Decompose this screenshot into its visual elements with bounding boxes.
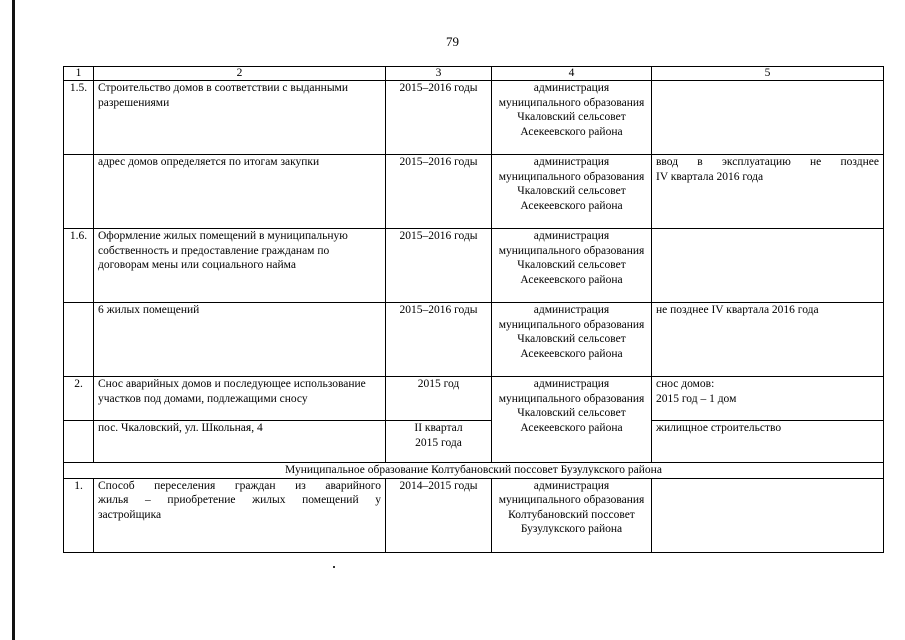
item-number: 1.6. xyxy=(64,229,94,303)
table-row xyxy=(64,478,884,552)
item-result xyxy=(652,81,884,155)
description-line: Способ переселения граждан из аварийного xyxy=(98,479,381,492)
item-period: 2015–2016 годы xyxy=(386,229,492,303)
item-description xyxy=(94,478,386,552)
item-executor: администрация муниципального образования Чкаловский сельсовет Асекеевского района xyxy=(492,81,652,155)
item-number: 2. xyxy=(64,377,94,421)
item-result xyxy=(652,229,884,303)
item-result xyxy=(652,377,884,421)
item-executor: администрация муниципального образования Чкаловский сельсовет Асекеевского района xyxy=(492,303,652,377)
header-cell: 4 xyxy=(492,67,652,81)
item-number: 1.5. xyxy=(64,81,94,155)
item-executor: администрация муниципального образования Чкаловский сельсовет Асекеевского района xyxy=(492,155,652,229)
item-description: 6 жилых помещений xyxy=(94,303,386,377)
page-number: 79 xyxy=(446,34,459,49)
item-period: 2015–2016 годы xyxy=(386,155,492,229)
item-period: 2015 год xyxy=(386,377,492,421)
item-period: 2014–2015 годы xyxy=(386,478,492,552)
table-row xyxy=(64,303,884,377)
period-line: II квартал xyxy=(414,422,463,434)
period-line: 2015 года xyxy=(415,436,462,449)
item-period: 2015–2016 годы xyxy=(386,81,492,155)
scan-edge xyxy=(12,0,15,640)
item-period xyxy=(386,421,492,463)
result-line: IV квартала 2016 года xyxy=(656,170,764,183)
item-executor: администрация муниципального образования Чкаловский сельсовет Асекеевского района xyxy=(492,229,652,303)
item-number xyxy=(64,303,94,377)
header-cell: 1 xyxy=(64,67,94,81)
table-row xyxy=(64,421,884,463)
item-number: 1. xyxy=(64,478,94,552)
item-description: Оформление жилых помещений в муниципальную собственность и предоставление гражданам по договорам мены или социального найма xyxy=(94,229,386,303)
table-row xyxy=(64,377,884,421)
header-cell: 3 xyxy=(386,67,492,81)
result-line: снос домов: xyxy=(656,378,715,390)
item-number xyxy=(64,421,94,463)
scan-speck xyxy=(333,566,335,568)
section-title: Муниципальное образование Колтубановский поссовет Бузулукского района xyxy=(64,463,884,479)
table-row xyxy=(64,229,884,303)
item-number xyxy=(64,155,94,229)
result-line: ввод в эксплуатацию не позднее xyxy=(656,156,879,168)
item-executor: администрация муниципального образования Колтубановский поссовет Бузулукского района xyxy=(492,478,652,552)
item-description: пос. Чкаловский, ул. Школьная, 4 xyxy=(94,421,386,463)
header-row xyxy=(64,67,884,81)
header-cell: 2 xyxy=(94,67,386,81)
description-line: застройщика xyxy=(98,508,162,521)
item-description: Снос аварийных домов и последующее использование участков под домами, подлежащими сносу xyxy=(94,377,386,421)
table-row xyxy=(64,155,884,229)
header-cell: 5 xyxy=(652,67,884,81)
item-description: Строительство домов в соответствии с выданными разрешениями xyxy=(94,81,386,155)
item-result: жилищное строительство xyxy=(652,421,884,463)
item-result: не позднее IV квартала 2016 года xyxy=(652,303,884,377)
item-period: 2015–2016 годы xyxy=(386,303,492,377)
section-header-row xyxy=(64,463,884,479)
item-result xyxy=(652,155,884,229)
table-row xyxy=(64,81,884,155)
item-result xyxy=(652,478,884,552)
program-table xyxy=(63,66,884,553)
item-description: адрес домов определяется по итогам закупки xyxy=(94,155,386,229)
item-executor: администрация муниципального образования Чкаловский сельсовет Асекеевского района xyxy=(492,377,652,463)
result-line: 2015 год – 1 дом xyxy=(656,392,737,405)
description-line: жилья – приобретение жилых помещений у xyxy=(98,494,381,506)
